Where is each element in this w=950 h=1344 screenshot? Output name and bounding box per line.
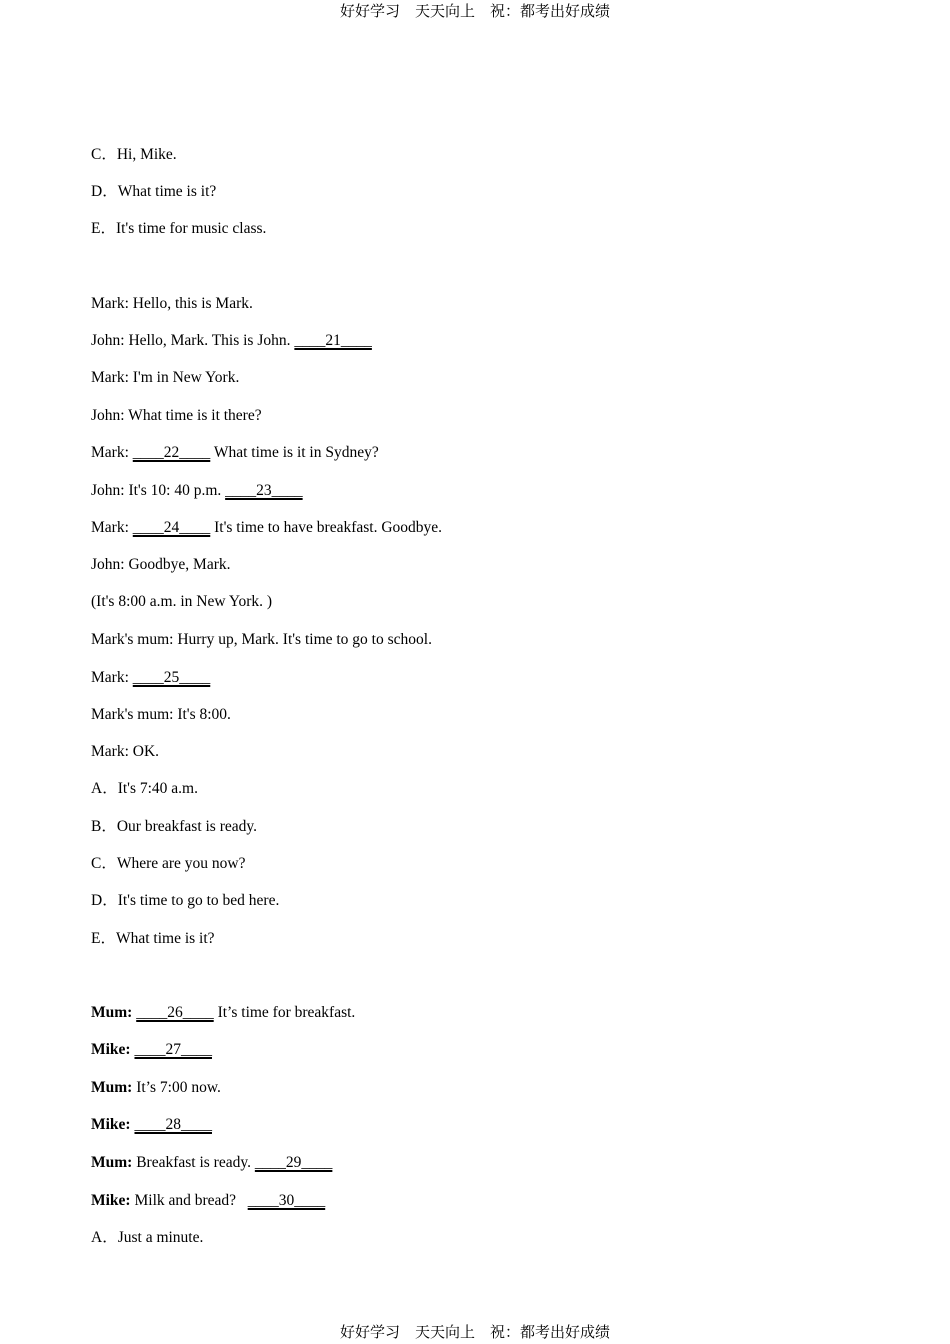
- dialogue-line: John: What time is it there?: [91, 407, 262, 424]
- option-b: B．Our breakfast is ready.: [91, 818, 257, 835]
- dialogue-line: [91, 1115, 212, 1135]
- option-d: D．It's time to go to bed here.: [91, 892, 280, 909]
- option-d: D．What time is it?: [91, 183, 217, 200]
- speaker: Mike:: [91, 1041, 131, 1058]
- blank-29: ____29____: [254, 1154, 333, 1171]
- line-text: What time is it in Sydney?: [210, 444, 379, 461]
- dialogue-line: [91, 1040, 212, 1060]
- dialogue-line: [91, 481, 303, 501]
- dialogue-line: [91, 331, 372, 351]
- blank-25: ____25____: [132, 669, 211, 686]
- option-e: E．What time is it?: [91, 930, 215, 947]
- dialogue-line: (It's 8:00 a.m. in New York. ): [91, 593, 273, 610]
- dialogue-line: [91, 1078, 221, 1098]
- dialogue-line: [91, 1003, 355, 1023]
- speaker: Mike:: [91, 1192, 131, 1209]
- dialogue-line: [91, 518, 442, 538]
- blank-26: ____26____: [136, 1004, 214, 1021]
- line-text: It’s time for breakfast.: [213, 1004, 356, 1021]
- dialogue-line: Mark's mum: It's 8:00.: [91, 706, 231, 723]
- dialogue-line: Mark: I'm in New York.: [91, 369, 240, 386]
- dialogue-line: [91, 1153, 332, 1173]
- speaker: Mike:: [91, 1116, 131, 1133]
- blank-30: ____30____: [247, 1192, 326, 1209]
- option-a: A．It's 7:40 a.m.: [91, 780, 198, 797]
- blank-23: ____23____: [225, 482, 303, 499]
- dialogue-line: [91, 668, 210, 688]
- line-text: It's time to have breakfast. Goodbye.: [210, 519, 443, 536]
- option-c: C．Where are you now?: [91, 855, 246, 872]
- dialogue-line: Mark: Hello, this is Mark.: [91, 295, 253, 312]
- blank-27: ____27____: [134, 1041, 212, 1058]
- option-a: A．Just a minute.: [91, 1229, 204, 1246]
- line-text: Mark:: [91, 669, 133, 686]
- dialogue-line: Mark's mum: Hurry up, Mark. It's time to go to school.: [91, 631, 432, 648]
- blank-28: ____28____: [134, 1116, 212, 1133]
- page-header: 好好学习 天天向上 祝：都考出好成绩: [339, 2, 610, 20]
- option-c: C．Hi, Mike.: [91, 146, 177, 163]
- speaker: Mum:: [91, 1079, 133, 1096]
- dialogue-line: [91, 1191, 325, 1211]
- dialogue-line: [91, 443, 379, 463]
- page-footer: 好好学习 天天向上 祝：都考出好成绩: [339, 1323, 610, 1341]
- line-text: Milk and bread?: [130, 1192, 248, 1209]
- blank-21: ____21____: [294, 332, 372, 349]
- line-text: John: Hello, Mark. This is John.: [91, 332, 295, 349]
- speaker: Mum:: [91, 1154, 133, 1171]
- speaker: Mum:: [91, 1004, 133, 1021]
- blank-22: ____22____: [132, 444, 211, 461]
- line-text: Breakfast is ready.: [132, 1154, 255, 1171]
- dialogue-line: Mark: OK.: [91, 743, 160, 760]
- line-text: It’s 7:00 now.: [132, 1079, 221, 1096]
- dialogue-line: John: Goodbye, Mark.: [91, 556, 231, 573]
- line-text: Mark:: [91, 444, 133, 461]
- option-e: E．It's time for music class.: [91, 220, 267, 237]
- line-text: John: It's 10: 40 p.m.: [91, 482, 226, 499]
- blank-24: ____24____: [132, 519, 211, 536]
- line-text: Mark:: [91, 519, 133, 536]
